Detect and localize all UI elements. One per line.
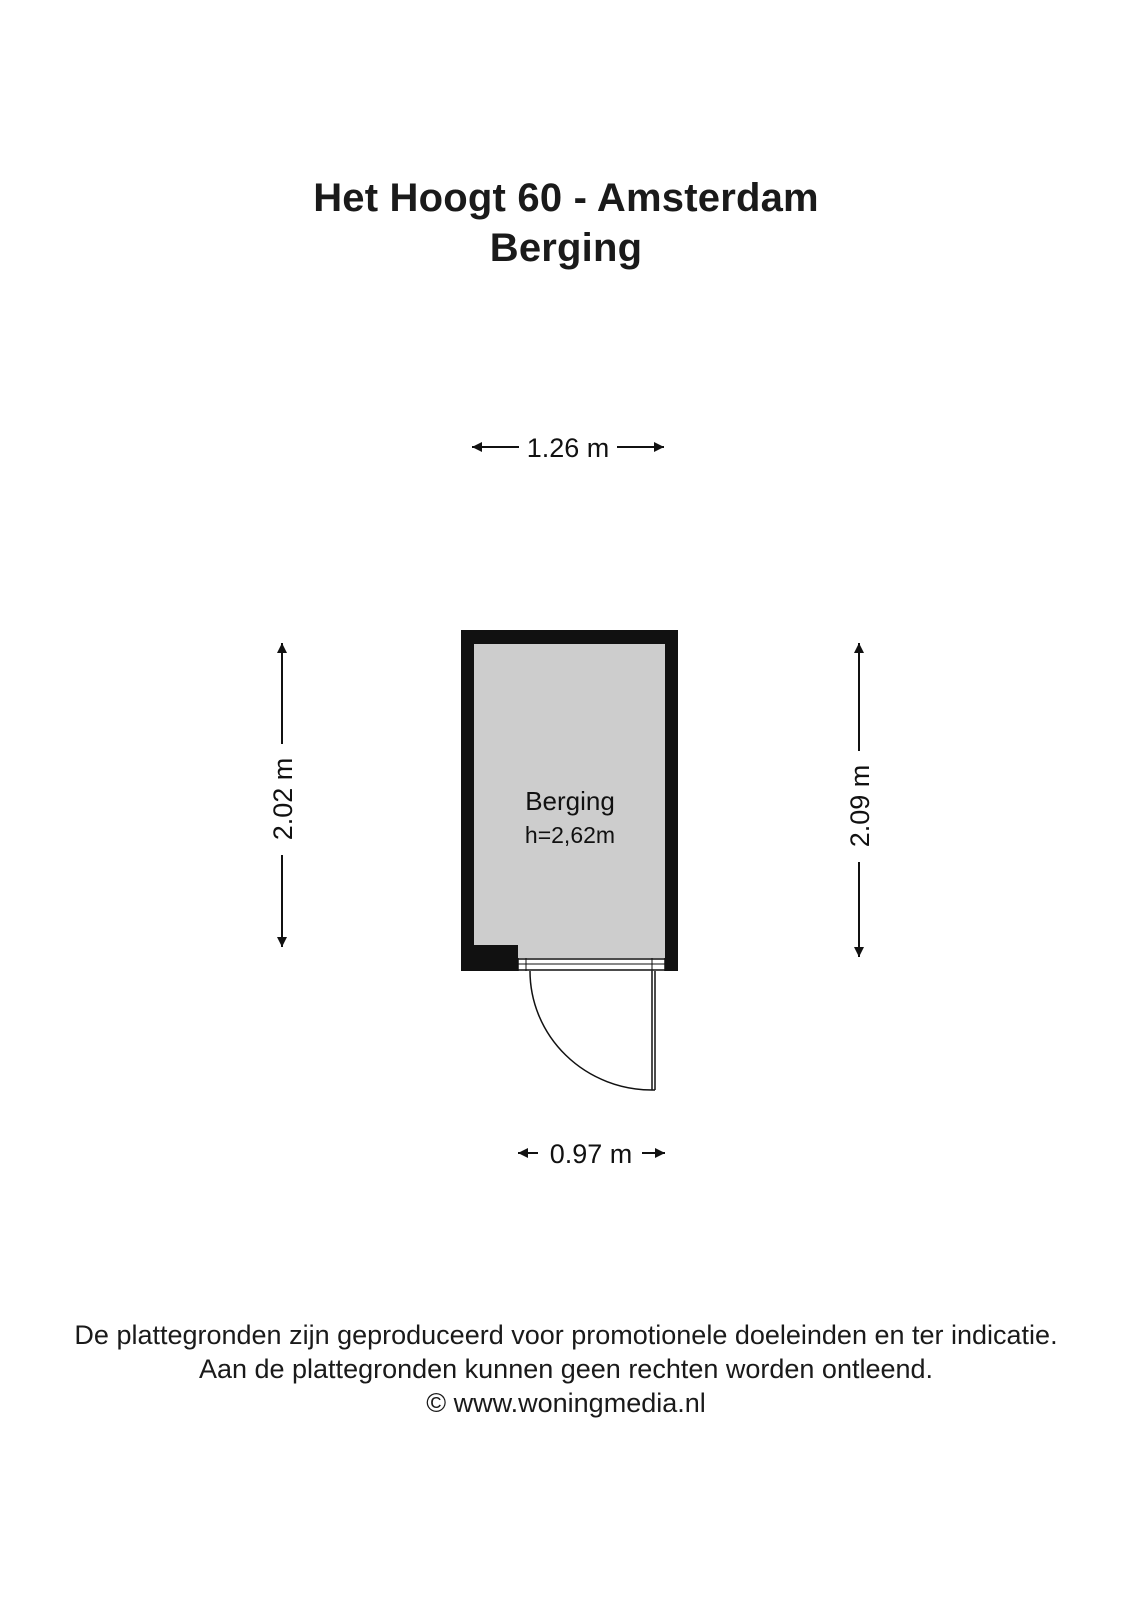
disclaimer-line-2: Aan de plattegronden kunnen geen rechten worden ontleend. (198, 1354, 934, 1384)
wall-corner (461, 945, 518, 971)
door-swing-arc (530, 971, 652, 1090)
door (530, 971, 655, 1090)
door-width-label: 0.97 m (549, 1139, 633, 1169)
page-title: Het Hoogt 60 - Amsterdam (313, 176, 819, 220)
disclaimer-line-1: De plattegronden zijn geproduceerd voor promotionele doeleinden en ter indicatie. (74, 1320, 1058, 1350)
top-width-label: 1.26 m (526, 433, 610, 463)
page-subtitle: Berging (489, 226, 643, 270)
top-width-dimension (472, 433, 664, 463)
right-height-dimension (845, 643, 875, 957)
left-height-label: 2.02 m (268, 757, 298, 841)
left-height-dimension (268, 643, 298, 947)
right-height-label: 2.09 m (845, 764, 875, 848)
room-height: h=2,62m (524, 822, 616, 848)
door-width-dimension (518, 1139, 665, 1169)
copyright-link: © www.woningmedia.nl (426, 1388, 706, 1418)
room-berging (461, 630, 678, 971)
room-name: Berging (525, 786, 615, 816)
